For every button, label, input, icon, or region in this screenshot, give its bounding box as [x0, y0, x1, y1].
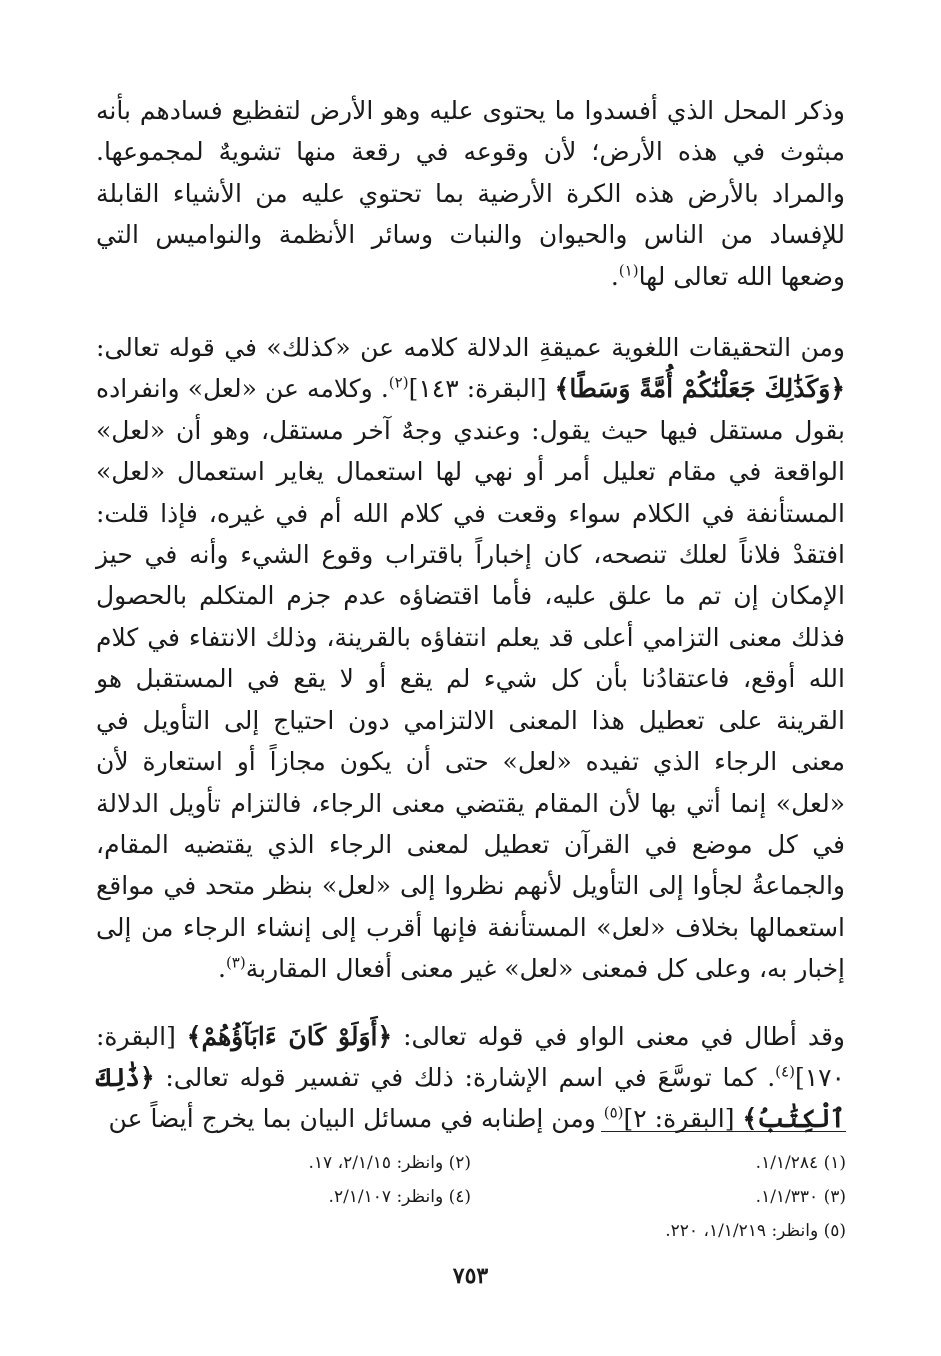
footnote-row — [96, 1214, 846, 1248]
page-number: ٧٥٣ — [452, 1263, 489, 1289]
footnote-row — [96, 1146, 846, 1180]
paragraph-text-e: ومن إطنابه في مسائل البيان بما يخرج أيضاً عن — [108, 1104, 604, 1134]
footnote-2: (٢) وانظر: ٢/١/١٥، ١٧. — [308, 1153, 471, 1173]
paragraph-text-c: . وكلامه عن «لعل» وانفراده بقول مستقل فيها حيث يقول: وعندي وجهٌ آخر مستقل، وهو أن «لعل» الواقعة في مقام تعليل أمر أو نهي لها استعمال يغاير استعمال «لعل» المستأنفة في الكلام سواء وقعت في كلام الله أم في غيره، فإذا قلت: افتقدْ فلاناً لعلك تنصحه، كان إخباراً باقتراب وقوع الشيء وأنه في حيز الإمكان إن تم ما علق عليه، فأما اقتضاؤه عدم جزم المتكلم بالحصول فذلك معنى التزامي أعلى قد يعلم انتفاؤه بالقرينة، وذلك الانتفاء في كلام الله أوقع، فاعتقادُنا بأن كل شيء لم يقع أو لا يقع في المستقبل هو القرينة على تعطيل هذا المعنى الالتزامي دون احتياج إلى التأويل في معنى الرجاء الذي تفيده «لعل» حتى أن يكون مجازاً أو استعارة لأن «لعل» إنما أتي بها لأن المقام يقتضي معنى الرجاء، فالتزام تأويل الدلالة في كل موضع في القرآن تعطيل لمعنى الرجاء الذي يقتضيه المقام، والجماعةُ لجأوا إلى التأويل لأنهم نظروا إلى «لعل» بنظر متحد في مواقع استعمالها بخلاف «لعل» المستأنفة فإنها أقرب إلى إنشاء الرجاء من إلى إخبار به، وعلى كل فمعنى «لعل» غير معنى أفعال المقاربة — [96, 374, 845, 984]
paragraph-earth-corruption — [96, 90, 845, 297]
paragraph-waw-meaning — [96, 1016, 845, 1140]
verse-citation: [البقرة: ١٤٣] — [408, 374, 555, 404]
paragraph-text-c: . كما توسَّعَ في اسم الإشارة: ذلك في تفسير قوله تعالى: — [154, 1062, 776, 1092]
footnote-4: (٤) وانظر: ٢/١/١٠٧. — [328, 1187, 471, 1207]
footnote-ref-3: (٣) — [225, 953, 246, 972]
footnote-ref-5: (٥) — [603, 1104, 624, 1123]
paragraph-linguistic-analysis — [96, 327, 845, 990]
footnote-3: (٣) ١/١/٣٣٠. — [755, 1187, 846, 1207]
paragraph-text-a: وقد أطال في معنى الواو في قوله تعالى: — [392, 1021, 845, 1051]
quran-verse-baqarah-143: ﴿وَكَذَٰلِكَ جَعَلْنَٰكُمْ أُمَّةً وَسَطًا﴾ — [554, 374, 845, 404]
footnote-1: (١) ١/١/٢٨٤. — [755, 1153, 846, 1173]
footnote-separator — [601, 1131, 846, 1132]
footnotes — [96, 1146, 846, 1248]
paragraph-end: . — [217, 954, 226, 984]
quran-verse-baqarah-2: ﴿ذَٰلِكَ ٱلْكِتَٰبُ﴾ — [96, 1062, 845, 1134]
paragraph-text-a: ومن التحقيقات اللغوية عميقةِ الدلالة كلامه عن «كذلك» في قوله تعالى: — [96, 333, 845, 363]
footnote-5: (٥) وانظر: ١/١/٢١٩، ٢٢٠. — [665, 1221, 846, 1241]
footnote-ref-4: (٤) — [775, 1062, 795, 1081]
paragraph-end: . — [610, 261, 619, 291]
footnote-ref-2: (٢) — [388, 374, 409, 393]
footnote-ref-1: (١) — [618, 261, 639, 280]
verse-citation: [البقرة: ٢] — [623, 1104, 743, 1134]
verse-citation: [البقرة: ١٧٠] — [96, 1021, 845, 1092]
paragraph-text: وذكر المحل الذي أفسدوا ما يحتوى عليه وهو الأرض لتفظيع فسادهم بأنه مبثوث في هذه الأرض؛ لأن وقوعه في رقعة منها تشويهٌ لمجموعها. والمراد بالأرض هذه الكرة الأرضية بما تحتوي عليه من الأشياء القابلة للإفساد من الناس والحيوان والنبات وسائر الأنظمة والنواميس التي وضعها الله تعالى لها — [96, 96, 845, 291]
footnote-row — [96, 1180, 846, 1214]
quran-verse-baqarah-170: ﴿أَوَلَوْ كَانَ ءَابَآؤُهُمْ﴾ — [186, 1021, 393, 1051]
